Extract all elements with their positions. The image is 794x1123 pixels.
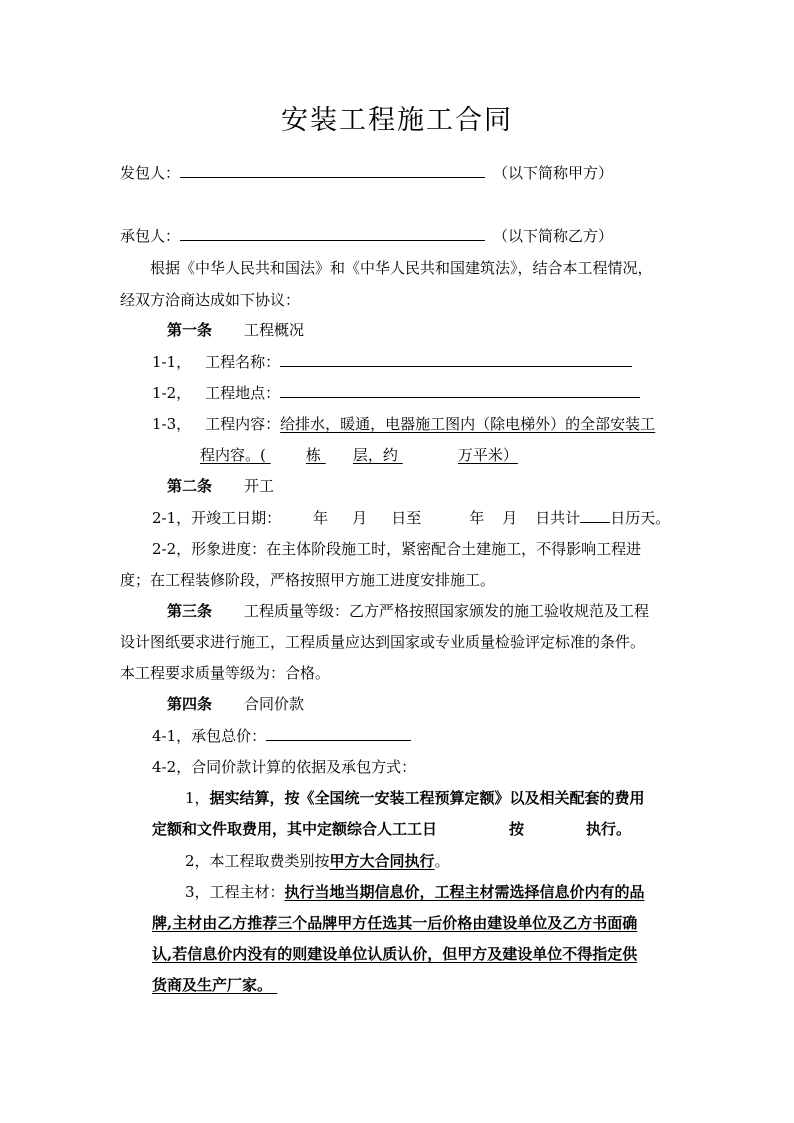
clause-3-line-4 xyxy=(152,975,284,995)
clause-3-line-1 xyxy=(185,882,645,902)
item-1-1-number: 1-1， xyxy=(152,353,192,371)
party-a-line xyxy=(120,163,613,183)
item-2-1-month-1: 月 xyxy=(352,509,368,527)
item-2-2-line-2: 度；在工程装修阶段，严格按照甲方施工进度安排施工。 xyxy=(120,571,496,589)
item-1-2-label: 工程地点： xyxy=(205,384,281,402)
item-2-1-year-2: 年 xyxy=(469,509,485,527)
clause-1-number: 1， xyxy=(185,789,210,807)
clause-3-text-3b: ，但甲方及建设单位不得指定供 xyxy=(427,945,638,963)
item-1-3 xyxy=(152,414,655,434)
clause-2-text-b: 甲方大合同执行 xyxy=(329,852,435,870)
article-1-number: 第一条 xyxy=(167,321,213,339)
article-4-heading xyxy=(167,694,304,714)
item-2-1-year-1: 年 xyxy=(313,509,329,527)
item-1-2-number: 1-2， xyxy=(152,384,192,402)
item-2-1-day-2: 日共计 xyxy=(535,509,581,527)
clause-1-text-2a: 定额和文件取费用，其中定额综合人工工日 xyxy=(152,820,438,838)
clause-1-line-1 xyxy=(185,788,645,808)
item-2-1 xyxy=(152,508,670,528)
party-a-label: 发包人： xyxy=(120,164,181,182)
party-b-line xyxy=(120,226,613,246)
item-1-3-text-2c: 层，约 xyxy=(352,446,398,464)
article-2-title: 开工 xyxy=(244,477,275,495)
article-1-title: 工程概况 xyxy=(244,321,305,339)
party-a-note: （以下简称甲方） xyxy=(493,164,614,182)
item-1-3-text-2b: 栋 xyxy=(305,446,321,464)
item-1-3-number: 1-3， xyxy=(152,415,192,433)
article-3-number: 第三条 xyxy=(167,602,213,620)
intro-line-2: 经双方洽商达成如下协议： xyxy=(120,291,301,309)
clause-2-text-a: 2，本工程取费类别按 xyxy=(185,852,330,870)
party-b-label: 承包人： xyxy=(120,227,181,245)
clause-3-line-2: 牌,主材由乙方推荐三个品牌甲方任选其一后价格由建设单位及乙方书面确 xyxy=(152,914,638,932)
clause-1-text-2b: 按 xyxy=(509,820,525,838)
article-2-heading xyxy=(167,476,274,496)
clause-1-text-2c: 执行。 xyxy=(586,820,632,838)
item-2-1-label: 2-1，开竣工日期： xyxy=(152,509,282,527)
party-a-blank xyxy=(180,163,485,178)
item-1-1-label: 工程名称： xyxy=(205,353,281,371)
party-b-note: （以下简称乙方） xyxy=(493,227,614,245)
total-price-blank xyxy=(266,726,411,741)
total-days-blank xyxy=(580,508,610,523)
article-4-title: 合同价款 xyxy=(244,695,305,713)
item-1-3-cont xyxy=(200,445,518,465)
intro-line-1: 根据《中华人民共和国法》和《中华人民共和国建筑法》，结合本工程情况， xyxy=(150,259,653,277)
article-1-heading xyxy=(167,320,304,340)
article-4-number: 第四条 xyxy=(167,695,213,713)
item-1-3-text-2d: 万平米） xyxy=(457,446,518,464)
item-2-1-end: 日历天。 xyxy=(610,509,671,527)
clause-2 xyxy=(185,851,450,871)
article-3-text-1: 工程质量等级：乙方严格按照国家颁发的施工验收规范及工程 xyxy=(244,602,650,620)
item-2-1-month-2: 月 xyxy=(502,509,518,527)
item-4-1-label: 4-1，承包总价： xyxy=(152,727,267,745)
clause-3-text-3a: 认,若信息价内没有的则建设单位认质认价 xyxy=(152,945,428,963)
item-1-3-text-1: 给排水，暖通，电器施工图内（除电梯外）的全部安装工 xyxy=(280,415,656,433)
item-4-2: 4-2，合同价款计算的依据及承包方式： xyxy=(152,758,417,776)
clause-3-text-4: 货商及生产厂家。 xyxy=(152,976,273,994)
article-3-line-2: 设计图纸要求进行施工，工程质量应达到国家或专业质量检验评定标准的条件。 xyxy=(120,633,646,651)
clause-3-text-1: 执行当地当期信息价，工程主材需选择信息价内有的品 xyxy=(284,883,645,901)
clause-3-label: 3，工程主材： xyxy=(185,883,285,901)
item-2-1-day-1: 日至 xyxy=(391,509,422,527)
article-3-line-3: 本工程要求质量等级为：合格。 xyxy=(120,664,331,682)
clause-2-text-c: 。 xyxy=(434,852,450,870)
item-1-3-text-2a: 程内容。( xyxy=(200,446,266,464)
clause-3-line-3 xyxy=(152,944,637,964)
item-2-2-line-1: 2-2，形象进度：在主体阶段施工时，紧密配合土建施工，不得影响工程进 xyxy=(152,540,642,558)
item-1-1 xyxy=(152,352,632,372)
party-b-blank xyxy=(180,226,485,241)
item-1-3-label: 工程内容： xyxy=(205,415,281,433)
article-2-number: 第二条 xyxy=(167,477,213,495)
item-4-1 xyxy=(152,726,411,746)
clause-1-line-2 xyxy=(152,819,631,839)
project-location-blank xyxy=(280,383,640,398)
clause-1-text-1: 据实结算，按《全国统一安装工程预算定额》以及相关配套的费用 xyxy=(209,789,645,807)
project-name-blank xyxy=(280,352,632,367)
item-1-2 xyxy=(152,383,640,403)
article-3-line-1 xyxy=(167,601,649,621)
page-title: 安装工程施工合同 xyxy=(281,105,513,136)
